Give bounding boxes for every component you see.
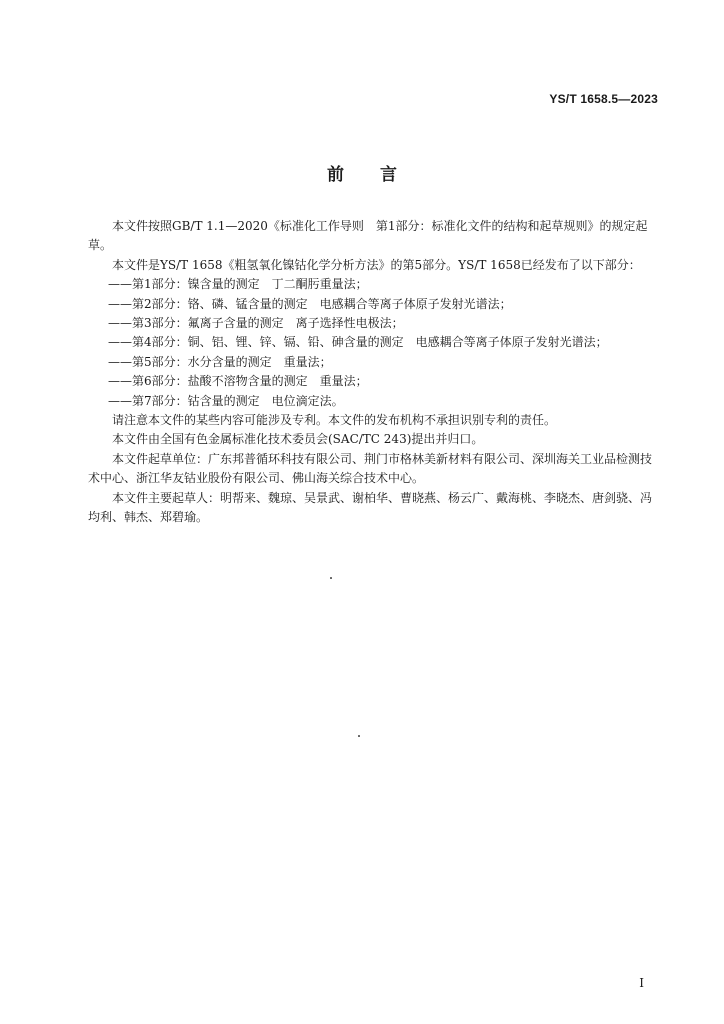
list-item: ——第1部分：镍含量的测定 丁二酮肟重量法；: [108, 277, 368, 292]
title-char-2: 言: [380, 165, 397, 185]
page-title: [0, 160, 724, 185]
list-item: ——第3部分：氟离子含量的测定 离子选择性电极法；: [108, 316, 404, 331]
page-number: I: [639, 976, 644, 990]
list-item: ——第4部分：铜、铝、锂、锌、镉、铅、砷含量的测定 电感耦合等离子体原子发射光谱法；: [108, 335, 608, 350]
list-item: ——第2部分：铬、磷、锰含量的测定 电感耦合等离子体原子发射光谱法；: [108, 296, 512, 311]
list-item: ——第5部分：水分含量的测定 重量法；: [108, 354, 332, 369]
paragraph-patent-notice: 请注意本文件的某些内容可能涉及专利。本文件的发布机构不承担识别专利的责任。: [112, 413, 557, 428]
list-item: ——第7部分：钴含量的测定 电位滴定法。: [108, 393, 344, 408]
paragraph-drafters: 本文件主要起草人：明帮来、魏琼、吴景武、谢柏华、曹晓燕、杨云广、戴海桃、李晓杰、唐剑骁、冯均利、韩杰、郑碧瑜。: [88, 490, 653, 525]
foreword-body: [88, 217, 660, 528]
paragraph-proposer: 本文件由全国有色金属标准化技术委员会(SAC/TC 243)提出并归口。: [112, 432, 484, 447]
standard-number: YS/T 1658.5—2023: [549, 92, 658, 106]
scan-speck: [358, 735, 360, 737]
scan-speck: [330, 577, 332, 579]
paragraph-drafting-units: 本文件起草单位：广东邦普循环科技有限公司、荆门市格林美新材料有限公司、深圳海关工业品检测技术中心、浙江华友钴业股份有限公司、佛山海关综合技术中心。: [88, 451, 653, 486]
title-char-1: 前: [327, 165, 344, 185]
paragraph-part-intro: 本文件是YS/T 1658《粗氢氧化镍钴化学分析方法》的第5部分。YS/T 1658已经发布了以下部分：: [112, 257, 641, 272]
paragraph-drafting-rules: 本文件按照GB/T 1.1—2020《标准化工作导则 第1部分：标准化文件的结构和起草规则》的规定起草。: [88, 219, 648, 253]
list-item: ——第6部分：盐酸不溶物含量的测定 重量法；: [108, 374, 368, 389]
